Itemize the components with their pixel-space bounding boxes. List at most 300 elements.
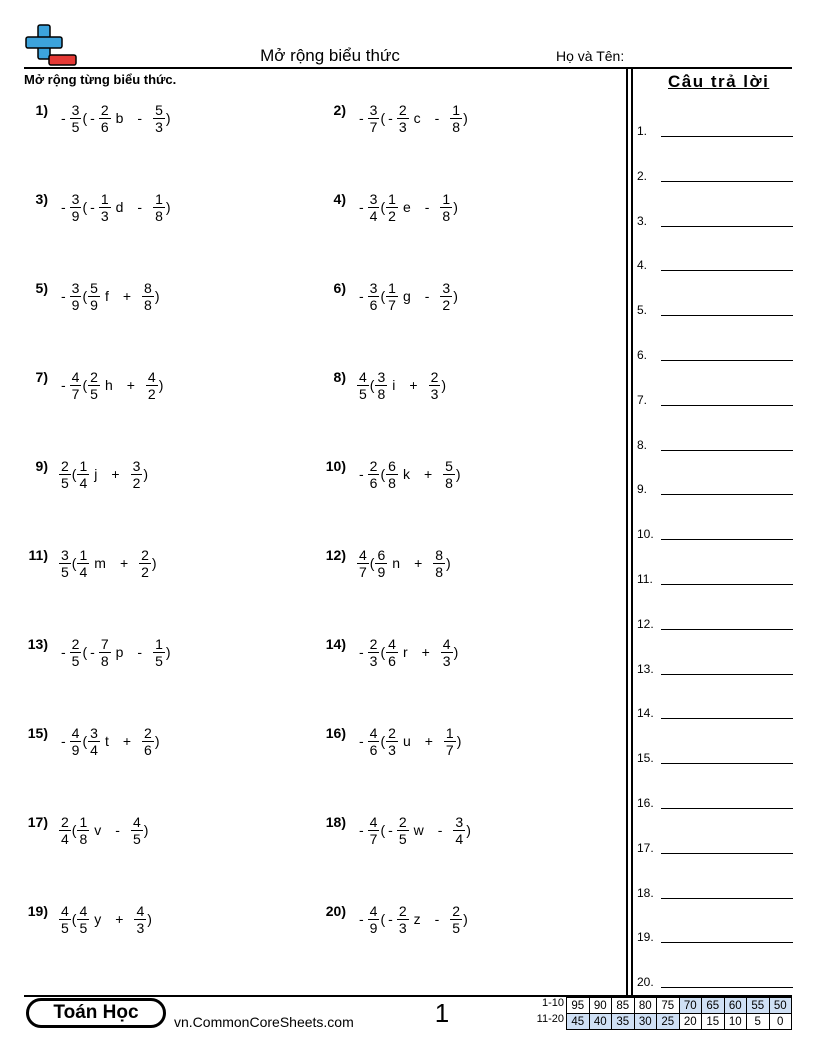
problem-number: 11) <box>28 547 48 563</box>
close-paren: ) <box>151 555 157 571</box>
sign: - <box>388 110 393 126</box>
sign: - <box>61 288 66 304</box>
denominator: 4 <box>79 563 88 580</box>
expression <box>58 808 148 852</box>
answer-blank[interactable] <box>661 942 793 943</box>
open-paren: ( <box>71 822 77 838</box>
sign: - <box>61 377 66 393</box>
denominator: 3 <box>136 919 145 936</box>
operator: + <box>122 733 132 749</box>
answer-blank[interactable] <box>661 405 793 406</box>
fraction <box>368 280 380 313</box>
fraction <box>453 814 465 847</box>
denominator: 3 <box>155 118 163 135</box>
open-paren: ( <box>369 555 375 571</box>
problem-item <box>314 630 604 674</box>
fraction <box>386 458 398 491</box>
open-paren: ( <box>380 911 386 927</box>
open-paren: ( <box>82 199 88 215</box>
close-paren: ) <box>441 377 447 393</box>
problem-number: 10) <box>325 458 346 474</box>
fraction <box>88 369 100 402</box>
answer-row <box>637 346 793 362</box>
expression <box>356 185 458 229</box>
close-paren: ) <box>446 555 451 571</box>
answer-number: 1. <box>637 124 648 138</box>
answer-row <box>637 973 793 989</box>
denominator: 7 <box>388 296 396 313</box>
numerator: 3 <box>442 279 451 296</box>
operator: - <box>437 822 443 838</box>
numerator: 2 <box>430 368 439 385</box>
denominator: 5 <box>398 830 407 847</box>
answer-blank[interactable] <box>661 450 793 451</box>
answer-blank[interactable] <box>661 987 793 988</box>
close-paren: ) <box>463 911 468 927</box>
sign: - <box>61 733 66 749</box>
answer-blank[interactable] <box>661 898 793 899</box>
fraction <box>77 903 89 936</box>
operator: - <box>434 110 440 126</box>
operator: - <box>434 911 440 927</box>
answer-blank[interactable] <box>661 853 793 854</box>
denominator: 5 <box>79 919 88 936</box>
fraction <box>131 814 143 847</box>
score-cell: 70 <box>679 998 702 1014</box>
denominator: 2 <box>141 563 149 580</box>
numerator: 4 <box>359 546 367 563</box>
problem-number: 17) <box>27 814 48 830</box>
problem-item <box>16 897 306 941</box>
score-cell: 5 <box>747 1014 770 1030</box>
answer-blank[interactable] <box>661 584 793 585</box>
problem-item <box>314 452 604 496</box>
numerator: 5 <box>90 279 98 296</box>
numerator: 3 <box>71 190 80 207</box>
variable: n <box>392 555 401 571</box>
fraction <box>441 636 453 669</box>
fraction <box>139 547 151 580</box>
problem-item <box>16 452 306 496</box>
answer-number: 8. <box>637 437 648 452</box>
numerator: 1 <box>155 190 163 207</box>
fraction <box>397 102 409 135</box>
numerator: 2 <box>388 724 396 741</box>
fraction <box>440 191 452 224</box>
answer-number: 7. <box>637 392 648 407</box>
variable: d <box>115 199 124 215</box>
close-paren: ) <box>456 733 462 749</box>
answer-blank[interactable] <box>661 674 793 675</box>
fraction <box>59 903 71 936</box>
expression <box>58 541 157 585</box>
denominator: 5 <box>71 652 80 669</box>
answer-blank[interactable] <box>661 360 793 361</box>
answer-row <box>637 839 793 855</box>
expression <box>356 897 468 941</box>
denominator: 9 <box>377 563 386 580</box>
fraction <box>357 369 369 402</box>
numerator: 2 <box>141 546 149 563</box>
fraction <box>429 369 441 402</box>
answer-blank[interactable] <box>661 718 793 719</box>
numerator: 8 <box>144 279 152 296</box>
fraction <box>88 280 100 313</box>
problem-item <box>314 719 604 763</box>
operator: - <box>115 822 120 838</box>
numerator: 2 <box>61 457 69 474</box>
answer-blank[interactable] <box>661 181 793 182</box>
denominator: 3 <box>398 118 407 135</box>
close-paren: ) <box>147 911 152 927</box>
operator: + <box>423 466 433 482</box>
fraction <box>386 280 398 313</box>
numerator: 3 <box>377 368 386 385</box>
score-cell: 60 <box>724 998 747 1014</box>
name-label: Họ và Tên: <box>556 48 625 64</box>
denominator: 5 <box>359 385 367 402</box>
fraction <box>368 814 380 847</box>
answer-blank[interactable] <box>661 315 793 316</box>
numerator: 4 <box>61 902 69 919</box>
numerator: 1 <box>452 101 461 118</box>
problem-number: 1) <box>35 102 48 118</box>
score-cell: 80 <box>634 998 657 1014</box>
numerator: 3 <box>90 724 98 741</box>
fraction <box>368 458 380 491</box>
expression <box>58 185 171 229</box>
sign: - <box>90 110 95 126</box>
answer-blank[interactable] <box>661 494 793 495</box>
numerator: 1 <box>388 279 396 296</box>
variable: c <box>413 110 421 126</box>
answer-blank[interactable] <box>661 763 793 764</box>
score-cell: 35 <box>612 1014 635 1030</box>
numerator: 1 <box>388 190 396 207</box>
problem-number: 3) <box>35 191 48 207</box>
variable: p <box>115 644 124 660</box>
denominator: 4 <box>79 474 88 491</box>
answer-row <box>637 570 793 586</box>
denominator: 5 <box>452 919 461 936</box>
numerator: 3 <box>455 813 464 830</box>
variable: y <box>94 911 102 927</box>
answer-row <box>637 749 793 765</box>
variable: g <box>402 288 411 304</box>
numerator: 2 <box>398 101 407 118</box>
problem-item <box>16 363 306 407</box>
problem-item <box>314 808 604 852</box>
variable: w <box>413 822 424 838</box>
sign: - <box>359 911 364 927</box>
numerator: 4 <box>147 368 156 385</box>
operator: - <box>424 288 430 304</box>
answer-blank[interactable] <box>661 808 793 809</box>
fraction <box>134 903 146 936</box>
problem-number: 12) <box>325 547 346 563</box>
numerator: 8 <box>435 546 444 563</box>
score-cell: 20 <box>679 1014 702 1030</box>
expression <box>58 630 171 674</box>
denominator: 5 <box>132 830 141 847</box>
answer-row <box>637 884 793 900</box>
problem-number: 20) <box>325 903 346 919</box>
problem-item <box>16 96 306 140</box>
fraction <box>450 903 462 936</box>
problem-number: 2) <box>333 102 346 118</box>
numerator: 4 <box>71 368 80 385</box>
problem-item <box>314 541 604 585</box>
answer-number: 16. <box>637 796 654 810</box>
problem-item <box>16 719 306 763</box>
denominator: 4 <box>90 741 98 758</box>
numerator: 2 <box>71 635 80 652</box>
numerator: 6 <box>388 457 396 474</box>
variable: h <box>104 377 113 393</box>
answer-row <box>637 301 793 317</box>
answer-divider <box>631 68 633 995</box>
worksheet-title: Mở rộng biểu thức <box>260 46 400 65</box>
score-cell: 55 <box>747 998 770 1014</box>
variable: z <box>413 911 421 927</box>
sign: - <box>359 644 364 660</box>
problem-item <box>16 808 306 852</box>
problem-number: 16) <box>325 725 346 741</box>
numerator: 3 <box>71 279 80 296</box>
problem-item <box>314 96 604 140</box>
problem-item <box>16 185 306 229</box>
denominator: 7 <box>369 830 378 847</box>
variable: j <box>94 466 98 482</box>
fraction <box>59 814 71 847</box>
variable: e <box>402 199 411 215</box>
answer-number: 15. <box>637 751 654 766</box>
operator: - <box>137 644 143 660</box>
denominator: 7 <box>369 118 378 135</box>
close-paren: ) <box>143 466 149 482</box>
fraction <box>131 458 143 491</box>
expression <box>356 96 468 140</box>
close-paren: ) <box>154 733 160 749</box>
close-paren: ) <box>165 644 171 660</box>
operator: - <box>137 110 143 126</box>
score-cell: 75 <box>657 998 680 1014</box>
variable: m <box>94 555 106 571</box>
numerator: 1 <box>445 724 454 741</box>
fraction <box>368 102 380 135</box>
close-paren: ) <box>453 288 458 304</box>
denominator: 5 <box>71 118 80 135</box>
score-cell: 85 <box>612 998 635 1014</box>
denominator: 3 <box>100 207 109 224</box>
denominator: 6 <box>369 741 378 758</box>
fraction <box>70 636 82 669</box>
numerator: 2 <box>369 457 378 474</box>
answer-number: 10. <box>637 527 654 542</box>
answer-number: 17. <box>637 840 654 855</box>
numerator: 2 <box>398 813 407 830</box>
operator: + <box>115 911 124 927</box>
fraction <box>99 636 111 669</box>
fraction <box>357 547 369 580</box>
problem-item <box>314 363 604 407</box>
answer-number: 3. <box>637 213 648 228</box>
problem-number: 13) <box>27 636 48 652</box>
fraction <box>386 636 398 669</box>
answers-title: Câu trả lời <box>668 72 770 91</box>
sign: - <box>359 822 364 838</box>
answer-row <box>637 167 793 183</box>
answer-number: 2. <box>637 168 648 183</box>
fraction <box>153 636 165 669</box>
score-cell: 15 <box>702 1014 725 1030</box>
open-paren: ( <box>380 466 386 482</box>
sign: - <box>359 110 364 126</box>
answer-row <box>637 212 793 228</box>
answer-blank[interactable] <box>661 136 793 137</box>
numerator: 4 <box>132 813 141 830</box>
fraction <box>70 191 82 224</box>
score-cell: 65 <box>702 998 725 1014</box>
open-paren: ( <box>82 733 88 749</box>
operator: - <box>424 199 430 215</box>
fraction <box>99 191 111 224</box>
open-paren: ( <box>380 110 386 126</box>
denominator: 3 <box>398 919 407 936</box>
denominator: 2 <box>442 296 451 313</box>
page-number: 1 <box>434 998 450 1028</box>
score-cell: 0 <box>769 1014 792 1030</box>
numerator: 4 <box>359 368 367 385</box>
fraction <box>77 814 89 847</box>
fraction <box>444 725 456 758</box>
score-row-label: 11-20 <box>536 1013 564 1025</box>
fraction <box>59 547 71 580</box>
numerator: 5 <box>445 457 453 474</box>
problem-number: 6) <box>333 280 346 296</box>
variable: k <box>402 466 410 482</box>
fraction <box>397 903 409 936</box>
answer-blank[interactable] <box>661 629 793 630</box>
operator: + <box>409 377 418 393</box>
open-paren: ( <box>380 199 386 215</box>
numerator: 2 <box>90 368 98 385</box>
expression <box>356 274 458 318</box>
numerator: 4 <box>369 813 378 830</box>
sign: - <box>90 199 95 215</box>
answer-blank[interactable] <box>661 226 793 227</box>
close-paren: ) <box>165 199 171 215</box>
denominator: 3 <box>369 652 378 669</box>
numerator: 1 <box>442 190 451 207</box>
numerator: 4 <box>369 724 378 741</box>
expression <box>356 541 451 585</box>
denominator: 6 <box>388 652 396 669</box>
answer-row <box>637 928 793 944</box>
denominator: 8 <box>435 563 444 580</box>
score-cell: 45 <box>567 1014 590 1030</box>
denominator: 2 <box>132 474 141 491</box>
close-paren: ) <box>463 110 468 126</box>
numerator: 7 <box>100 635 109 652</box>
answer-blank[interactable] <box>661 539 793 540</box>
fraction <box>368 636 380 669</box>
answer-row <box>637 391 793 407</box>
score-cell: 50 <box>769 998 792 1014</box>
answer-number: 19. <box>637 930 654 945</box>
variable: u <box>402 733 411 749</box>
denominator: 7 <box>71 385 80 402</box>
score-cell: 40 <box>589 1014 612 1030</box>
problem-number: 18) <box>325 814 346 830</box>
expression <box>58 719 159 763</box>
denominator: 8 <box>452 118 461 135</box>
open-paren: ( <box>82 377 88 393</box>
problem-item <box>16 630 306 674</box>
expression <box>356 363 446 407</box>
numerator: 3 <box>71 101 80 118</box>
operator: + <box>119 555 129 571</box>
sign: - <box>359 466 364 482</box>
problem-item <box>314 897 604 941</box>
fraction <box>59 458 71 491</box>
open-paren: ( <box>380 733 386 749</box>
operator: + <box>126 377 135 393</box>
plus-minus-logo-icon <box>22 24 80 68</box>
denominator: 7 <box>445 741 454 758</box>
fraction <box>146 369 158 402</box>
problem-number: 7) <box>35 369 48 385</box>
expression <box>58 452 148 496</box>
denominator: 4 <box>61 830 69 847</box>
score-table <box>566 997 792 1030</box>
denominator: 8 <box>388 474 396 491</box>
numerator: 3 <box>369 190 378 207</box>
close-paren: ) <box>466 822 471 838</box>
numerator: 1 <box>79 546 88 563</box>
variable: v <box>94 822 102 838</box>
numerator: 3 <box>61 546 69 563</box>
fraction <box>433 547 445 580</box>
denominator: 8 <box>442 207 451 224</box>
fraction <box>386 191 398 224</box>
sign: - <box>61 110 66 126</box>
expression <box>58 363 163 407</box>
instructions: Mở rộng từng biểu thức. <box>24 72 177 87</box>
close-paren: ) <box>154 288 160 304</box>
numerator: 5 <box>155 101 163 118</box>
score-cell: 95 <box>567 998 590 1014</box>
close-paren: ) <box>158 377 164 393</box>
fraction <box>70 280 82 313</box>
fraction <box>368 725 380 758</box>
denominator: 5 <box>61 474 69 491</box>
variable: i <box>392 377 396 393</box>
denominator: 2 <box>388 207 396 224</box>
brand-badge: Toán Học <box>26 998 166 1028</box>
answer-blank[interactable] <box>661 270 793 271</box>
problem-number: 8) <box>333 369 346 385</box>
numerator: 1 <box>100 190 109 207</box>
sign: - <box>388 822 393 838</box>
problem-number: 19) <box>27 903 48 919</box>
answer-number: 14. <box>637 706 654 721</box>
answer-row <box>637 615 793 631</box>
expression <box>58 897 152 941</box>
denominator: 8 <box>377 385 386 402</box>
answer-number: 4. <box>637 258 648 273</box>
problem-number: 9) <box>35 458 48 474</box>
